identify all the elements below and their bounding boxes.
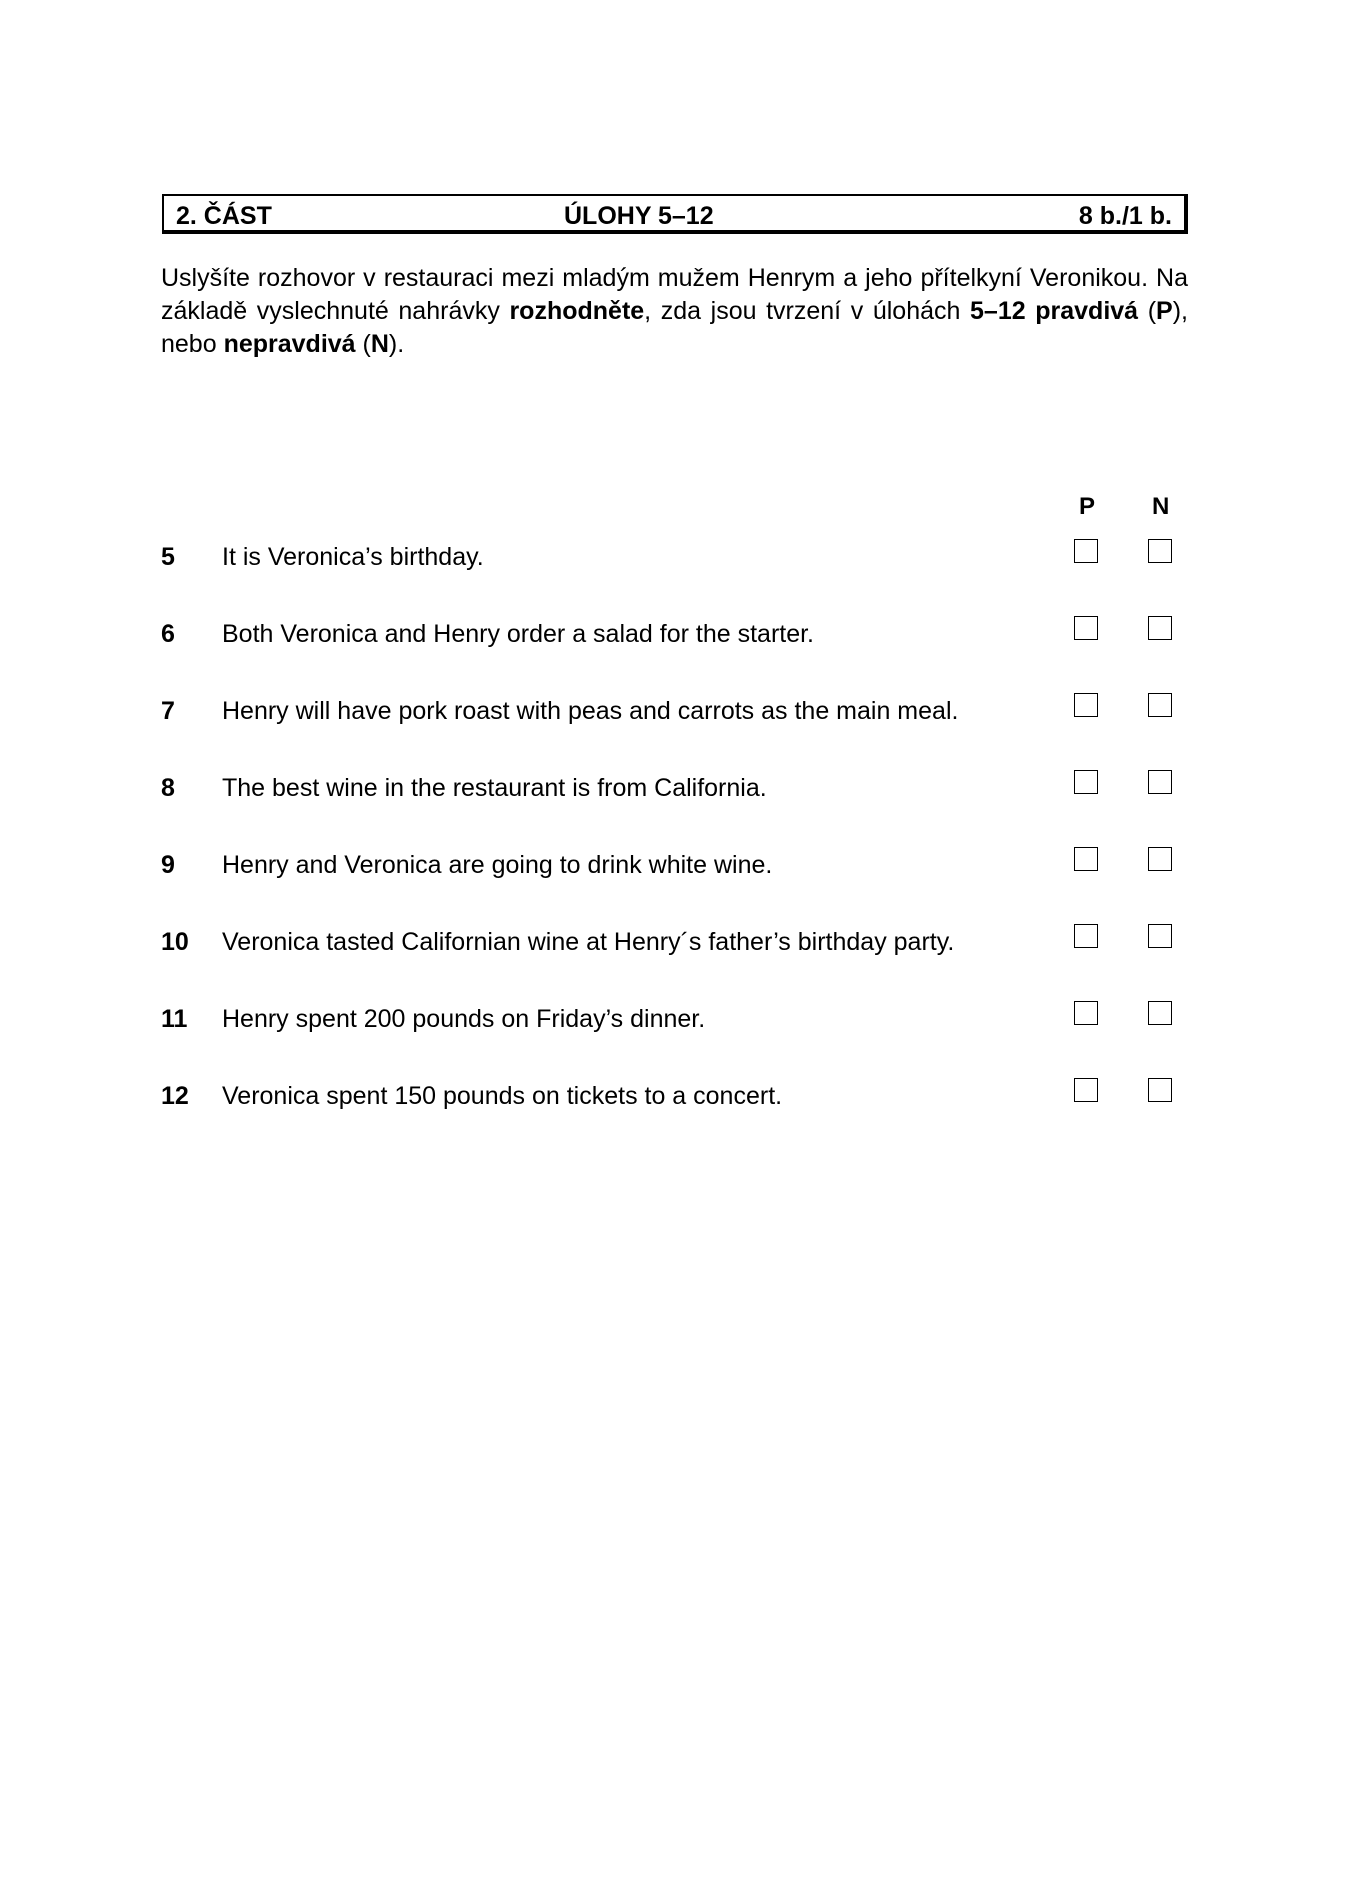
answer-true-checkbox[interactable] [1074, 539, 1098, 563]
answer-true-checkbox[interactable] [1074, 1078, 1098, 1102]
instructions-text: ). [388, 330, 405, 358]
answer-true-checkbox[interactable] [1074, 693, 1098, 717]
section-part-label: 2. ČÁST [176, 202, 272, 230]
question-row [0, 543, 1345, 583]
answer-true-checkbox[interactable] [1074, 770, 1098, 794]
column-header-true: P [1079, 493, 1096, 520]
section-points-label: 8 b./1 b. [1078, 202, 1172, 230]
question-statement: It is Veronica’s birthday. [222, 543, 484, 571]
answer-true-checkbox[interactable] [1074, 616, 1098, 640]
instructions-bold: N [370, 330, 389, 358]
answer-false-checkbox[interactable] [1148, 1078, 1172, 1102]
answer-true-checkbox[interactable] [1074, 847, 1098, 871]
question-number: 8 [161, 774, 175, 802]
question-row [0, 774, 1345, 814]
instructions-text: ), nebo [161, 297, 1188, 358]
question-number: 9 [161, 851, 175, 879]
answer-false-checkbox[interactable] [1148, 693, 1172, 717]
question-number: 5 [161, 543, 175, 571]
section-tasks-label: ÚLOHY 5–12 [564, 202, 714, 230]
question-row [0, 851, 1345, 891]
instructions-bold: nepravdivá [223, 330, 356, 358]
question-statement: Henry spent 200 pounds on Friday’s dinner. [222, 1005, 706, 1033]
instructions-bold: P [1156, 297, 1173, 325]
question-row [0, 1082, 1345, 1122]
question-number: 7 [161, 697, 175, 725]
answer-false-checkbox[interactable] [1148, 616, 1172, 640]
question-statement: Veronica tasted Californian wine at Henry´s father’s birthday party. [222, 928, 955, 956]
question-statement: Henry will have pork roast with peas and carrots as the main meal. [222, 697, 959, 725]
instructions-text: ( [355, 330, 371, 358]
instructions-bold: 5–12 pravdivá [970, 297, 1139, 325]
question-statement: The best wine in the restaurant is from California. [222, 774, 767, 802]
question-statement: Veronica spent 150 pounds on tickets to a concert. [222, 1082, 783, 1110]
question-row [0, 620, 1345, 660]
answer-false-checkbox[interactable] [1148, 847, 1172, 871]
question-row [0, 1005, 1345, 1045]
instructions-paragraph [161, 262, 1188, 361]
question-statement: Henry and Veronica are going to drink white wine. [222, 851, 773, 879]
instructions-text: Uslyšíte rozhovor v restauraci mezi mladým mužem Henrym a jeho přítelkyní Veronikou. Na základě vyslechnuté nahrávky [161, 264, 1188, 325]
question-number: 11 [161, 1005, 188, 1033]
question-number: 6 [161, 620, 175, 648]
instructions-text: , zda jsou tvrzení v úlohách [644, 297, 971, 325]
answer-false-checkbox[interactable] [1148, 1001, 1172, 1025]
column-header-false: N [1152, 493, 1170, 520]
question-statement: Both Veronica and Henry order a salad for the starter. [222, 620, 815, 648]
question-row [0, 928, 1345, 968]
answer-false-checkbox[interactable] [1148, 924, 1172, 948]
answer-false-checkbox[interactable] [1148, 770, 1172, 794]
answer-true-checkbox[interactable] [1074, 1001, 1098, 1025]
question-number: 12 [161, 1082, 189, 1110]
question-number: 10 [161, 928, 189, 956]
instructions-bold: rozhodněte [509, 297, 645, 325]
answer-false-checkbox[interactable] [1148, 539, 1172, 563]
instructions-text: ( [1138, 297, 1157, 325]
answer-true-checkbox[interactable] [1074, 924, 1098, 948]
section-header [162, 194, 1188, 234]
question-row [0, 697, 1345, 737]
